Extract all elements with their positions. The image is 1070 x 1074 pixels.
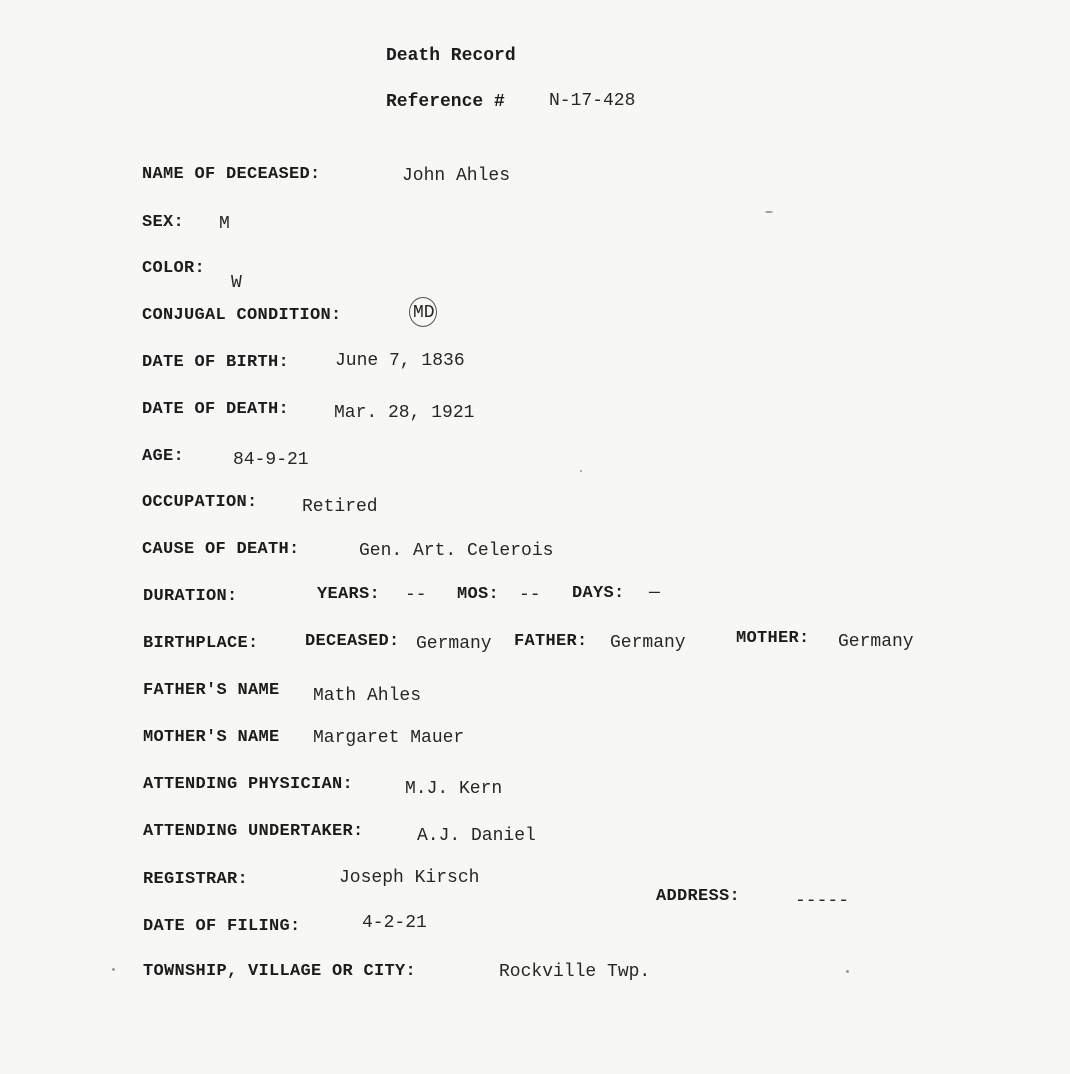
name-value: John Ahles (402, 166, 511, 186)
document-title: Death Record (386, 46, 516, 66)
undertaker-label: ATTENDING UNDERTAKER: (143, 822, 364, 841)
address-value: ----- (795, 891, 850, 911)
age-label: AGE: (142, 447, 185, 466)
registrar-value: Joseph Kirsch (339, 868, 480, 888)
color-label: COLOR: (142, 259, 206, 278)
reference-number: N-17-428 (549, 91, 636, 111)
occupation-value: Retired (302, 497, 378, 517)
mothers-name-value: Margaret Mauer (313, 728, 465, 748)
fathers-name-value: Math Ahles (313, 686, 422, 706)
mother-birthplace-label: MOTHER: (736, 629, 810, 648)
physician-label: ATTENDING PHYSICIAN: (143, 775, 354, 794)
deceased-birthplace-value: Germany (416, 634, 492, 654)
sex-value: M (219, 214, 230, 234)
age-value: 84-9-21 (233, 450, 309, 470)
years-value: -- (405, 585, 427, 605)
reference-label: Reference # (386, 92, 505, 112)
father-birthplace-label: FATHER: (514, 632, 588, 651)
filing-value: 4-2-21 (362, 913, 427, 933)
duration-label: DURATION: (143, 587, 238, 606)
undertaker-value: A.J. Daniel (417, 826, 536, 846)
township-label: TOWNSHIP, VILLAGE OR CITY: (143, 962, 417, 981)
dod-value: Mar. 28, 1921 (334, 403, 475, 423)
cause-label: CAUSE OF DEATH: (142, 540, 300, 559)
mos-label: MOS: (457, 585, 500, 604)
mother-birthplace-value: Germany (838, 632, 914, 652)
registrar-label: REGISTRAR: (143, 870, 249, 889)
scan-speck (112, 968, 115, 971)
conjugal-label: CONJUGAL CONDITION: (142, 306, 342, 325)
years-label: YEARS: (317, 585, 381, 604)
conjugal-value: MD (413, 303, 435, 323)
scan-speck (580, 470, 582, 472)
cause-value: Gen. Art. Celerois (359, 541, 554, 561)
days-value: — (649, 583, 660, 603)
deceased-birthplace-label: DECEASED: (305, 632, 400, 651)
address-label: ADDRESS: (656, 887, 741, 906)
sex-label: SEX: (142, 213, 185, 232)
name-label: NAME OF DECEASED: (142, 165, 321, 184)
dob-value: June 7, 1836 (335, 351, 465, 371)
physician-value: M.J. Kern (405, 779, 503, 799)
occupation-label: OCCUPATION: (142, 493, 258, 512)
scan-speck (846, 970, 849, 973)
dod-label: DATE OF DEATH: (142, 400, 290, 419)
township-value: Rockville Twp. (499, 962, 651, 982)
days-label: DAYS: (572, 584, 625, 603)
birthplace-label: BIRTHPLACE: (143, 634, 259, 653)
color-value: W (231, 273, 242, 293)
mothers-name-label: MOTHER'S NAME (143, 728, 280, 747)
mos-value: -- (519, 585, 541, 605)
father-birthplace-value: Germany (610, 633, 686, 653)
fathers-name-label: FATHER'S NAME (143, 681, 280, 700)
filing-label: DATE OF FILING: (143, 917, 301, 936)
dob-label: DATE OF BIRTH: (142, 353, 290, 372)
scan-speck (765, 211, 773, 213)
